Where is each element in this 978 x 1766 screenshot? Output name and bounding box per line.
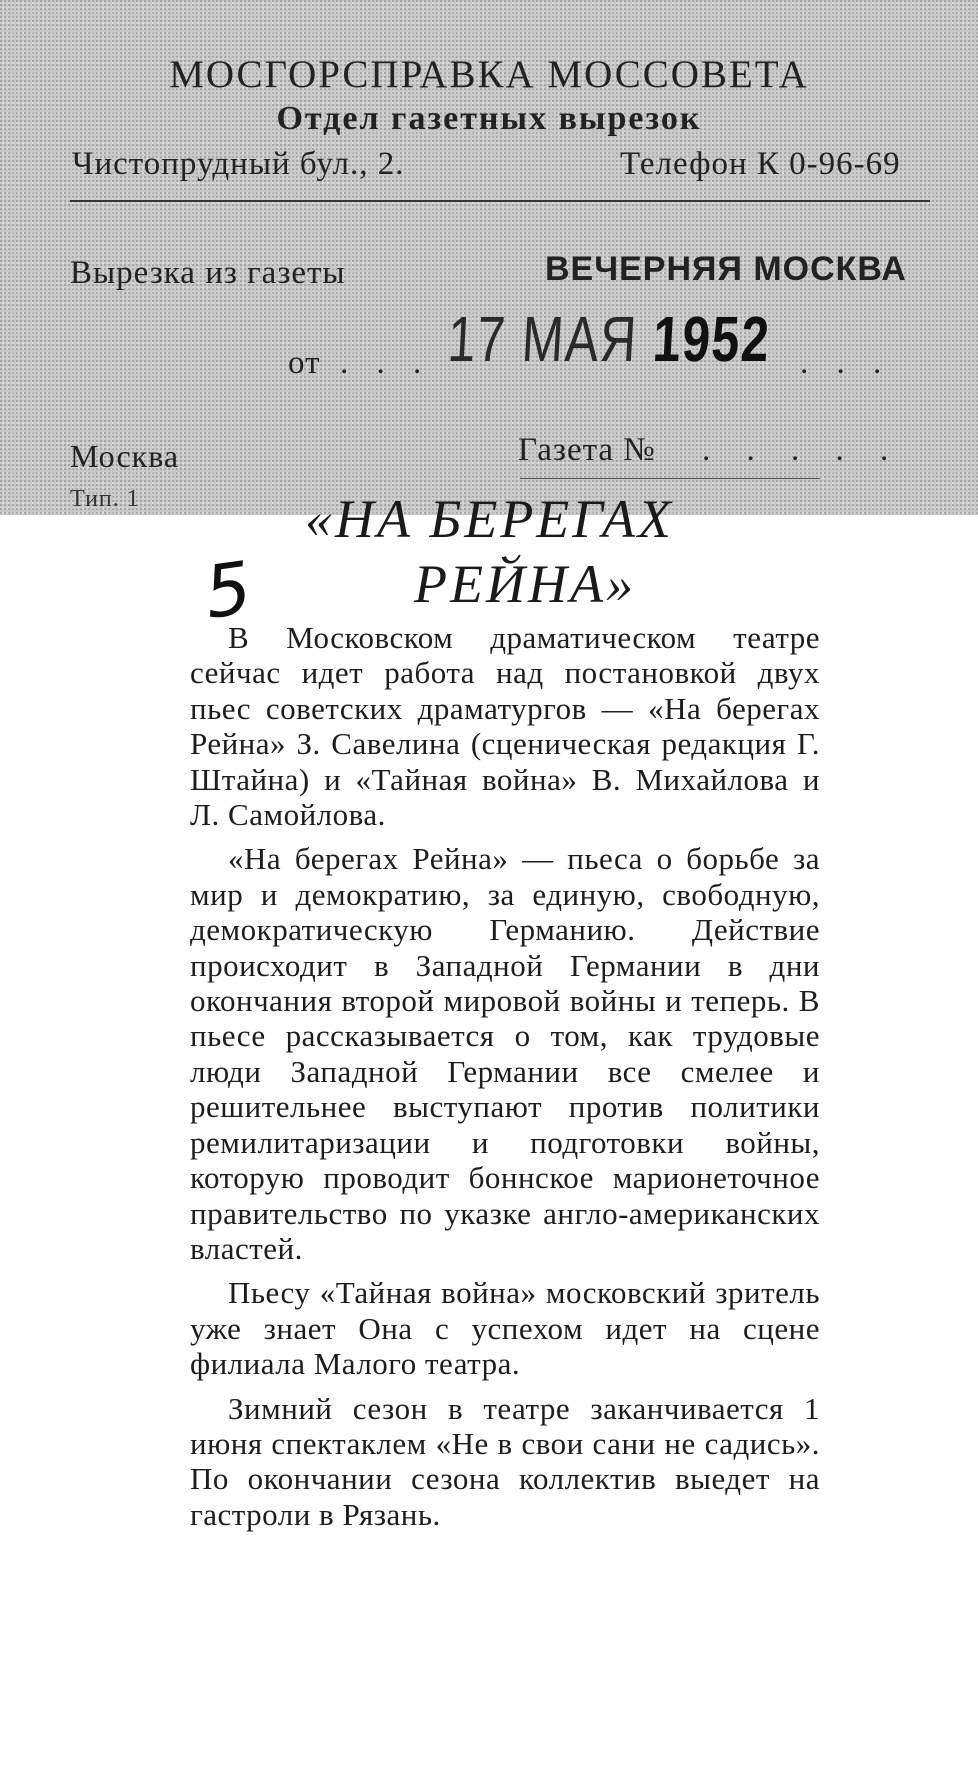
organization-title: МОСГОРСПРАВКА МОССОВЕТА [169, 53, 809, 96]
phone-text: Телефон К 0-96-69 [620, 146, 901, 182]
headline-line-2: РЕЙНА» [414, 554, 636, 614]
gazeta-underline [520, 478, 820, 479]
article-paragraph-4: Зимний сезон в театре заканчивается 1 июня спектаклем «Не в свои сани не садись». По окончании сезона коллектив выедет на гастроли в Рязань. [190, 1390, 820, 1532]
clip-label: Вырезка из газеты [70, 255, 346, 291]
date-prefix: от [288, 345, 321, 381]
date-stamp-year: 1952 [651, 303, 773, 375]
header-divider [70, 200, 930, 202]
handwritten-number: 5 [199, 545, 257, 635]
newspaper-name: ВЕЧЕРНЯЯ МОСКВА [545, 250, 907, 288]
article-body [190, 620, 820, 1541]
article-paragraph-3: Пьесу «Тайная война» московский зритель уже знает Она с успехом идет на сцене филиала Малого театра. [190, 1275, 820, 1382]
date-dots-left: . . . [340, 345, 432, 381]
department-title: Отдел газетных вырезок [276, 100, 702, 137]
date-dots-right: . . . [800, 345, 892, 381]
clipping-form-header [0, 0, 978, 515]
gazeta-number-dots: . . . . . [702, 432, 903, 468]
gazeta-number-label: Газета № [518, 432, 656, 468]
city-label: Москва [70, 438, 180, 474]
typography-mark: Тип. 1 [70, 486, 140, 512]
headline-line-1: «НА БЕРЕГАХ [305, 489, 674, 549]
article-paragraph-1: В Московском драматическом театре сейчас идет работа над постановкой двух пьес советских драматургов — «На берегах Рейна» З. Савелина (сценическая редакция Г. Штайна) и «Тайная война» В. Михайлова и Л. Самойлова. [190, 620, 820, 833]
date-stamp-day-month: 17 МАЯ [446, 303, 656, 375]
address-text: Чистопрудный бул., 2. [72, 146, 405, 182]
article-paragraph-2: «На берегах Рейна» — пьеса о борьбе за мир и демократию, за единую, свободную, демократическую Германию. Действие происходит в Западной Германии в дни окончания второй мировой войны и теперь. В пьесе рассказывается о том, как трудовые люди Западной Германии все смелее и решительнее выступают против политики ремилитаризации и подготовки войны, которую проводит боннское марионеточное правительство по указке англо-американских властей. [190, 841, 820, 1266]
date-stamp [446, 302, 772, 376]
